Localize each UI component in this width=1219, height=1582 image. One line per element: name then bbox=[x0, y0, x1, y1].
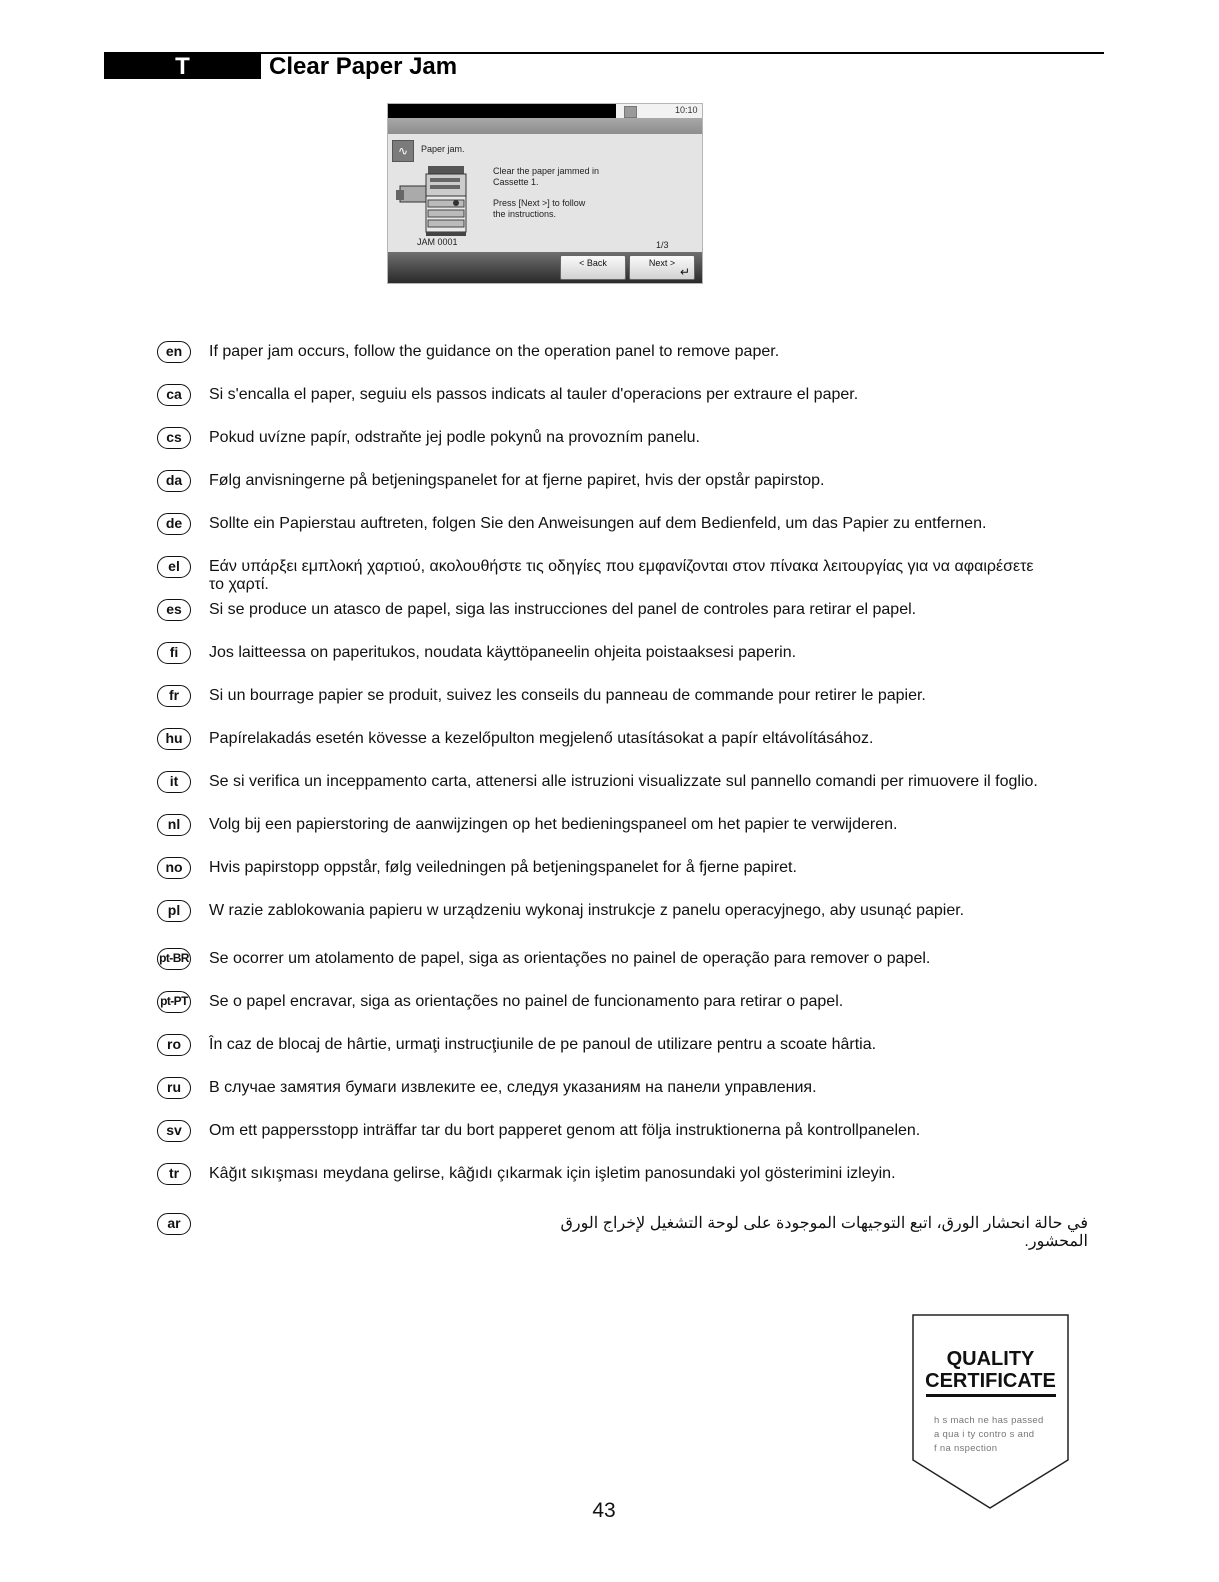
page-title: Clear Paper Jam bbox=[269, 53, 458, 80]
language-code-badge: pl bbox=[157, 900, 191, 922]
language-code-badge: tr bbox=[157, 1163, 191, 1185]
status-icon bbox=[624, 106, 637, 118]
jam-message bbox=[493, 166, 653, 220]
certificate-text bbox=[934, 1414, 1052, 1456]
page-indicator: 1/3 bbox=[656, 240, 669, 250]
enter-icon: ↵ bbox=[679, 265, 690, 279]
language-text: Εάν υπάρξει εμπλοκή χαρτιού, ακολουθήστε τις οδηγίες που εμφανίζονται στον πίνακα λειτουργίας για να αφαιρέσετε το χαρτί. bbox=[209, 558, 1034, 593]
paper-jam-icon: ∿ bbox=[392, 140, 414, 162]
language-code-badge: fi bbox=[157, 642, 191, 664]
jam-message-line: Clear the paper jammed in bbox=[493, 166, 600, 176]
language-text: Volg bij een papierstoring de aanwijzingen op het bedieningspaneel om het papier te verwijderen. bbox=[209, 816, 898, 833]
language-code-badge: hu bbox=[157, 728, 191, 750]
language-text: Si s'encalla el paper, seguiu els passos indicats al tauler d'operacions per extraure el paper. bbox=[209, 386, 859, 403]
language-text: Si un bourrage papier se produit, suivez les conseils du panneau de commande pour retirer le papier. bbox=[209, 687, 926, 704]
panel-status-bar bbox=[388, 104, 616, 118]
language-code-badge: el bbox=[157, 556, 191, 578]
operation-panel-screenshot bbox=[387, 103, 703, 284]
panel-clock: 10:10 bbox=[675, 105, 698, 115]
language-code-badge: ro bbox=[157, 1034, 191, 1056]
language-text: Se ocorrer um atolamento de papel, siga as orientações no painel de operação para remover o papel. bbox=[209, 950, 931, 967]
language-text: Om ett pappersstopp inträffar tar du bort papperet genom att följa instruktionerna på kontrollpanelen. bbox=[209, 1122, 921, 1139]
language-code-badge: sv bbox=[157, 1120, 191, 1142]
language-code-badge: nl bbox=[157, 814, 191, 836]
certificate-rule bbox=[926, 1394, 1056, 1397]
language-text: В случае замятия бумаги извлеките ее, следуя указаниям на панели управления. bbox=[209, 1079, 817, 1096]
language-text: Kâğıt sıkışması meydana gelirse, kâğıdı çıkarmak için işletim panosundaki yol gösterimini izleyin. bbox=[209, 1165, 896, 1182]
language-text: Hvis papirstopp oppstår, følg veiledningen på betjeningspanelet for å fjerne papiret. bbox=[209, 859, 797, 876]
language-code-badge: en bbox=[157, 341, 191, 363]
language-text: Følg anvisningerne på betjeningspanelet for at fjerne papiret, hvis der opstår papirstop. bbox=[209, 472, 825, 489]
language-code-badge: no bbox=[157, 857, 191, 879]
language-code-badge: pt-PT bbox=[157, 991, 191, 1013]
language-text: Se o papel encravar, siga as orientações no painel de funcionamento para retirar o papel. bbox=[209, 993, 844, 1010]
language-code-badge: cs bbox=[157, 427, 191, 449]
language-code-badge: de bbox=[157, 513, 191, 535]
language-code-badge: fr bbox=[157, 685, 191, 707]
certificate-text-line: h s mach ne has passed bbox=[934, 1415, 1044, 1426]
panel-body bbox=[388, 134, 702, 252]
back-button[interactable]: < Back bbox=[560, 255, 626, 280]
certificate-outline bbox=[912, 1314, 1069, 1510]
page-number: 43 bbox=[592, 1499, 616, 1522]
language-code-badge: ru bbox=[157, 1077, 191, 1099]
language-code-badge: pt-BR bbox=[157, 948, 191, 970]
language-text: Jos laitteessa on paperitukos, noudata käyttöpaneelin ohjeita poistaaksesi paperin. bbox=[209, 644, 797, 661]
language-code-badge: ca bbox=[157, 384, 191, 406]
language-text: في حالة انحشار الورق، اتبع التوجيهات الموجودة على لوحة التشغيل لإخراج الورق المحشور. bbox=[560, 1215, 1088, 1250]
language-text: Pokud uvízne papír, odstraňte jej podle pokynů na provozním panelu. bbox=[209, 429, 700, 446]
section-tab: T bbox=[104, 54, 261, 79]
language-text: Se si verifica un inceppamento carta, attenersi alle istruzioni visualizzate sul pannello comandi per rimuovere il foglio. bbox=[209, 773, 1038, 790]
panel-button-bar bbox=[388, 252, 702, 283]
language-code-badge: es bbox=[157, 599, 191, 621]
next-button[interactable] bbox=[629, 255, 695, 280]
certificate-title-line1: QUALITY bbox=[946, 1348, 1035, 1370]
language-code-badge: da bbox=[157, 470, 191, 492]
language-code-badge: it bbox=[157, 771, 191, 793]
language-text: Si se produce un atasco de papel, siga las instrucciones del panel de controles para retirar el papel. bbox=[209, 601, 917, 618]
language-text: Sollte ein Papierstau auftreten, folgen Sie den Anweisungen auf dem Bedienfeld, um das Papier zu entfernen. bbox=[209, 515, 987, 532]
jam-message-line: Cassette 1. bbox=[493, 177, 539, 187]
language-text: W razie zablokowania papieru w urządzeniu wykonaj instrukcje z panelu operacyjnego, aby usunąć papier. bbox=[209, 902, 965, 919]
certificate-text-line: f na nspection bbox=[934, 1443, 998, 1454]
language-code-badge: ar bbox=[157, 1213, 191, 1235]
language-text: În caz de blocaj de hârtie, urmaţi instrucţiunile de pe panoul de utilizare pentru a scoate hârtia. bbox=[209, 1036, 877, 1053]
quality-certificate bbox=[912, 1314, 1069, 1510]
panel-title-bar bbox=[388, 118, 702, 134]
jam-code: JAM 0001 bbox=[417, 237, 458, 247]
printer-icon bbox=[396, 164, 474, 238]
jam-message-line: Press [Next >] to follow bbox=[493, 198, 586, 208]
language-text: If paper jam occurs, follow the guidance on the operation panel to remove paper. bbox=[209, 343, 780, 360]
language-text: Papírelakadás esetén kövesse a kezelőpulton megjelenő utasításokat a papír eltávolításához. bbox=[209, 730, 874, 747]
jam-message-line: the instructions. bbox=[493, 209, 557, 219]
certificate-title-line2: CERTIFICATE bbox=[925, 1370, 1056, 1392]
certificate-text-line: a qua i ty contro s and bbox=[934, 1429, 1035, 1440]
next-button-label: Next > bbox=[648, 258, 676, 268]
jam-title: Paper jam. bbox=[421, 144, 465, 154]
